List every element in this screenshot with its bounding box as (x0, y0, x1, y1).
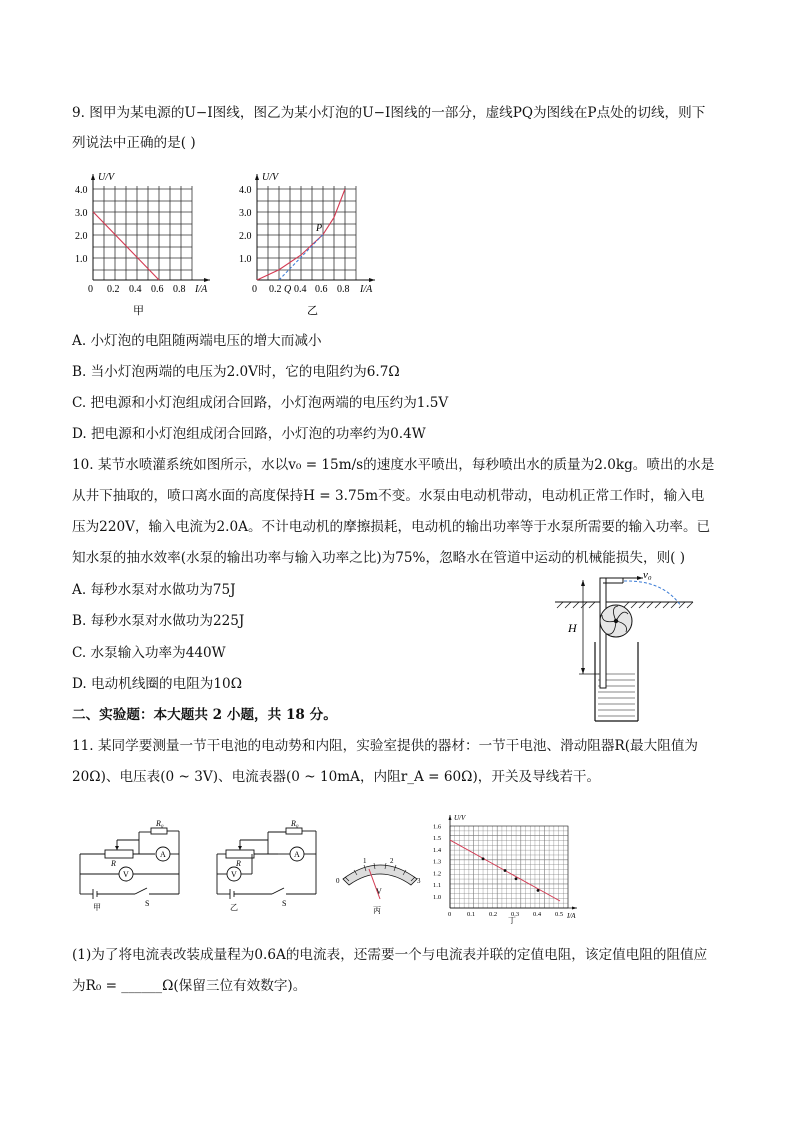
q10-option-b: B. 每秒水泵对水做功为225J (72, 613, 245, 629)
graph-ding (430, 812, 580, 924)
yi-caption: 乙 (307, 305, 318, 317)
ding-xlabel: I/A (567, 912, 576, 920)
yi-ytick: 4.0 (239, 185, 252, 196)
q9-option-c: C. 把电源和小灯泡组成闭合回路，小灯泡两端的电压约为1.5V (72, 395, 449, 411)
dial-label: V (376, 887, 382, 896)
q10-line3: 压为220V，输入电流为2.0A。不计电动机的摩擦损耗，电动机的输出功率等于水泵所需要的输入功率。已 (72, 519, 711, 535)
yi-ylabel: U/V (262, 172, 279, 183)
bing-caption: 丙 (373, 906, 381, 915)
q9-stem-line1: 9. 图甲为某电源的U−I图线，图乙为某小灯泡的U−I图线的一部分，虚线PQ为图线在P点处的切线，则下 (72, 105, 706, 121)
dial-tick: 0 (336, 877, 340, 885)
jia-voltmeter-label: V (123, 870, 129, 879)
jia-ylabel: U/V (98, 172, 115, 183)
jia-ytick: 3.0 (75, 208, 88, 219)
ding-ytick: 1.1 (433, 882, 442, 890)
jia-ytick: 4.0 (75, 185, 88, 196)
graph-jia (70, 168, 220, 318)
jia-xlabel: I/A (195, 284, 208, 295)
yi-ammeter-label: A (294, 850, 300, 859)
q11-line1: 11. 某同学要测量一节干电池的电动势和内阻，实验室提供的器材：一节干电池、滑动阻器R(最大阻值为 (72, 738, 699, 754)
jia-xtick: 0.4 (129, 284, 142, 295)
ding-xtick: 0.4 (533, 911, 542, 918)
q11-sub1-line1: (1)为了将电流表改装成量程为0.6A的电流表，还需要一个与电流表并联的定值电阻，该定值电阻的阻值应 (72, 947, 708, 963)
ding-xtick: 0.2 (489, 911, 498, 918)
ding-xtick: 0.5 (555, 911, 564, 918)
circuit-jia (75, 818, 195, 914)
ding-ytick: 1.2 (433, 870, 442, 878)
ding-ytick: 1.4 (433, 846, 442, 854)
yi-xtick: 0.4 (294, 284, 307, 295)
dial-tick: 3 (417, 877, 421, 885)
ding-xtick: 0.1 (467, 911, 476, 918)
yi-ytick: 2.0 (239, 231, 252, 242)
q10-option-a: A. 每秒水泵对水做功为75J (72, 582, 236, 598)
q9-option-d: D. 把电源和小灯泡组成闭合回路，小灯泡的功率约为0.4W (72, 426, 426, 442)
yi-caption: 乙 (230, 903, 238, 912)
ding-caption: 丁 (508, 916, 516, 924)
yi-xtick: 0.2 (269, 284, 282, 295)
q10-option-c: C. 水泵输入功率为440W (72, 645, 226, 661)
q9-stem-line2: 列说法中正确的是( ) (72, 135, 196, 151)
yi-ytick: 1.0 (239, 254, 252, 265)
jia-xtick: 0.2 (107, 284, 120, 295)
ding-ytick: 1.5 (433, 835, 442, 843)
yi-point-q: Q (284, 284, 292, 295)
q11-line2: 20Ω)、电压表(0 ~ 3V)、电流表器(0 ~ 10mA，内阻r_A = 60Ω)，开关及导线若干。 (72, 769, 601, 785)
yi-r0-label: R₀ (291, 819, 299, 828)
section-2-heading: 二、实验题：本大题共 2 小题，共 18 分。 (72, 707, 337, 723)
q10-line4: 知水泵的抽水效率(水泵的输出功率与输入功率之比)为75%，忽略水在管道中运动的机械能损失，则( ) (72, 550, 686, 566)
ding-data-point (515, 877, 518, 880)
jia-r0-label: R₀ (156, 819, 164, 828)
yi-switch-label: S (282, 899, 287, 908)
h-label: H (568, 621, 577, 635)
q10-option-d: D. 电动机线圈的电阻为10Ω (72, 676, 242, 692)
yi-xtick: 0.8 (337, 284, 350, 295)
jia-xtick: 0 (88, 284, 93, 295)
jia-caption: 甲 (133, 305, 144, 317)
jia-ytick: 2.0 (75, 231, 88, 242)
jia-xtick: 0.8 (173, 284, 186, 295)
yi-point-p: P (316, 223, 323, 234)
jia-xtick: 0.6 (151, 284, 164, 295)
yi-ytick: 3.0 (239, 208, 252, 219)
dial-tick: 2 (390, 857, 394, 865)
v0-label: v₀ (643, 569, 652, 581)
q10-line2: 从井下抽取的，喷口离水面的高度保持H = 3.75m不变。水泵由电动机带动，电动机正常工作时，输入电 (72, 488, 705, 504)
ding-ytick: 1.6 (433, 823, 442, 831)
graph-jia-grid (93, 186, 192, 280)
ding-ytick: 1.0 (433, 893, 442, 901)
jia-r-label: R (111, 859, 116, 868)
yi-xtick: 0.6 (315, 284, 328, 295)
q11-sub1-line2: 为R₀ = ______Ω(保留三位有效数字)。 (72, 978, 307, 994)
jia-caption: 甲 (93, 903, 101, 912)
voltmeter-dial-bing (335, 845, 425, 915)
q9-option-a: A. 小灯泡的电阻随两端电压的增大而减小 (72, 333, 322, 349)
jia-switch-label: S (145, 899, 150, 908)
dial-tick: 1 (363, 857, 367, 865)
ding-data-point (504, 869, 507, 872)
ding-data-point (537, 889, 540, 892)
water-pump-diagram (553, 566, 703, 726)
q10-line1: 10. 某节水喷灌系统如图所示，水以v₀ = 15m/s的速度水平喷出，每秒喷出水的质量为2.0kg。喷出的水是 (72, 457, 715, 473)
ding-xtick: 0 (448, 911, 452, 918)
ding-ylabel: U/V (454, 814, 466, 822)
jia-ytick: 1.0 (75, 254, 88, 265)
yi-xlabel: I/A (360, 284, 373, 295)
circuit-yi (212, 818, 332, 914)
jia-ammeter-label: A (160, 850, 166, 859)
ding-data-point (482, 857, 485, 860)
yi-xtick: 0 (252, 284, 257, 295)
ding-xtick: 0.3 (511, 911, 520, 918)
ding-ytick: 1.3 (433, 858, 442, 866)
graph-yi (235, 168, 395, 318)
yi-r-label: R (236, 859, 241, 868)
q9-option-b: B. 当小灯泡两端的电压为2.0V时，它的电阻约为6.7Ω (72, 364, 400, 380)
yi-voltmeter-label: V (231, 870, 237, 879)
